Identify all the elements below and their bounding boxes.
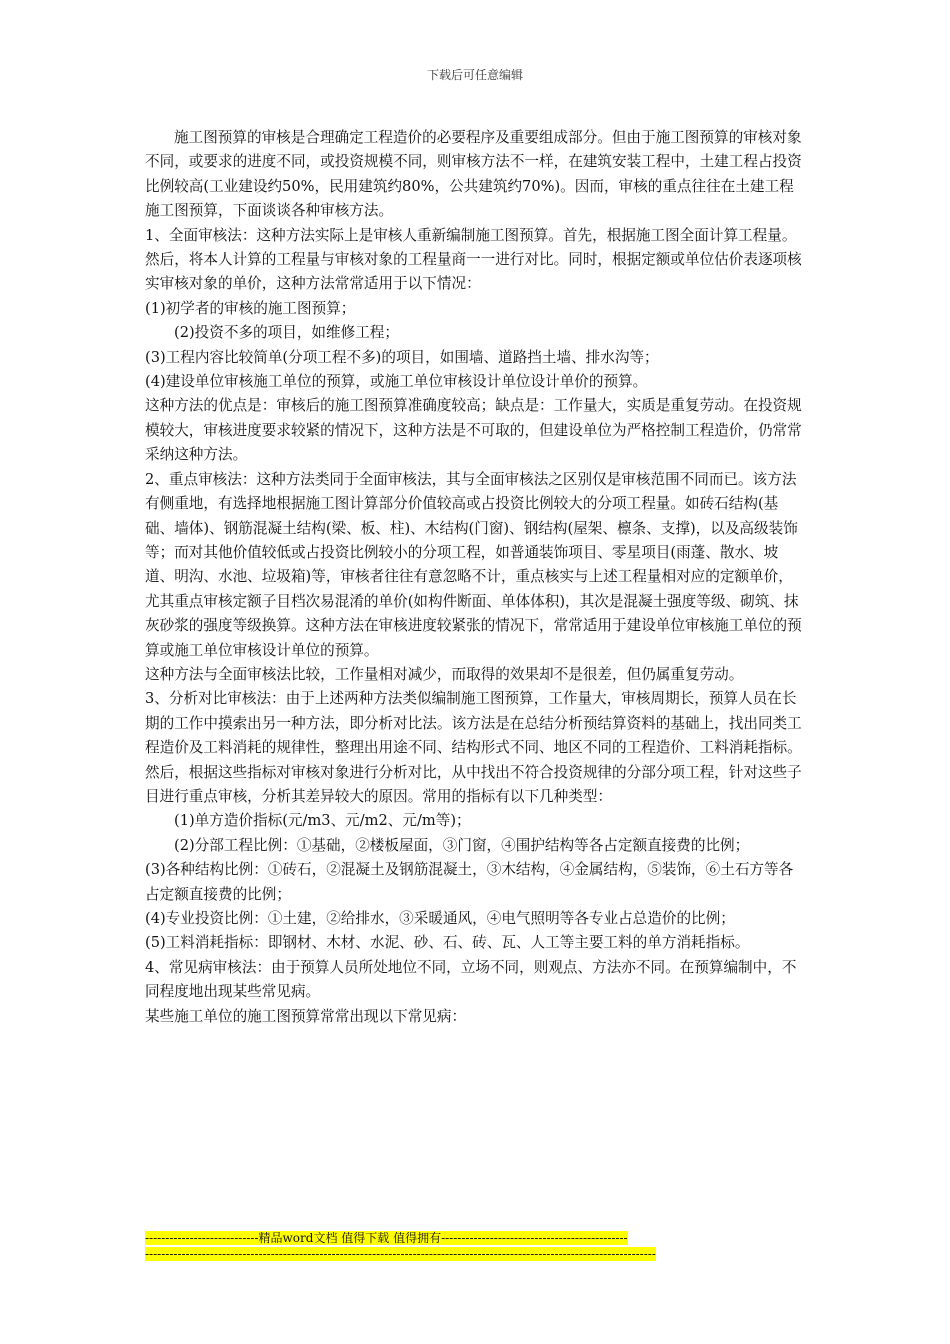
method-1-item-4: (4)建设单位审核施工单位的预算，或施工单位审核设计单位设计单价的预算。 <box>145 373 648 391</box>
method-3-item-3: (3)各种结构比例：①砖石，②混凝土及钢筋混凝土，③木结构，④金属结构，⑤装饰，⑥土石方等各占定额直接费的比例； <box>145 861 794 903</box>
method-4-intro: 某些施工单位的施工图预算常常出现以下常见病： <box>145 1007 467 1025</box>
method-3-item-4: (4)专业投资比例：①土建，②给排水，③采暖通风，④电气照明等各专业占总造价的比例； <box>145 910 735 927</box>
method-1-paragraph: 1、全面审核法：这种方法实际上是审核人重新编制施工图预算。首先，根据施工图全面计算工程量。然后，将本人计算的工程量与审核对象的工程量商一一进行对比。同时，根据定额或单位估价表逐项核实审核对象的单价，这种方法常常适用于以下情况： <box>145 226 802 293</box>
footer-line-2: ------------------------------------------------------------------------------------------------------------------------------ <box>145 1247 656 1261</box>
method-3-item-5: (5)工料消耗指标：即钢材、木材、水泥、砂、石、砖、瓦、人工等主要工料的单方消耗指标。 <box>145 934 750 952</box>
method-3-paragraph: 3、分析对比审核法：由于上述两种方法类似编制施工图预算，工作量大，审核周期长，预算人员在长期的工作中摸索出另一种方法，即分析对比法。该方法是在总结分析预结算资料的基础上，找出同类工程造价及工料消耗的规律性，整理出用途不同、结构形式不同、地区不同的工程造价、工料消耗指标。然后，根据这些指标对审核对象进行分析对比，从中找出不符合投资规律的分部分项工程，针对这些子目进行重点审核，分析其差异较大的原因。常用的指标有以下几种类型： <box>145 690 802 805</box>
method-1-evaluation: 这种方法的优点是：审核后的施工图预算准确度较高；缺点是：工作量大，实质是重复劳动。在投资规模较大，审核进度要求较紧的情况下，这种方法是不可取的，但建设单位为严格控制工程造价，仍常常采纳这种方法。 <box>145 397 802 464</box>
method-2-evaluation: 这种方法与全面审核法比较，工作量相对减少，而取得的效果却不是很差，但仍属重复劳动。 <box>145 665 744 683</box>
document-body <box>145 126 807 1029</box>
footer-banner <box>145 1230 745 1262</box>
method-1-item-1: (1)初学者的审核的施工图预算； <box>145 299 356 317</box>
method-3-item-2: (2)分部工程比例：①基础，②楼板屋面，③门窗，④围护结构等各占定额直接费的比例； <box>174 836 750 854</box>
page-header: 下载后可任意编辑 <box>426 68 523 82</box>
method-1-item-3: (3)工程内容比较简单(分项工程不多)的项目，如围墙、道路挡土墙、排水沟等； <box>145 348 659 366</box>
footer-line-1: ----------------------------精品word文档 值得下载 值得拥有---------------------------------------------- <box>145 1231 628 1245</box>
method-4-paragraph: 4、常见病审核法：由于预算人员所处地位不同，立场不同，则观点、方法亦不同。在预算编制中，不同程度地出现某些常见病。 <box>145 958 797 1001</box>
method-1-item-2: (2)投资不多的项目，如维修工程； <box>174 324 399 342</box>
method-2-paragraph: 2、重点审核法：这种方法类同于全面审核法，其与全面审核法之区别仅是审核范围不同而已。该方法有侧重地，有选择地根据施工图计算部分价值较高或占投资比例较大的分项工程量。如砖石结构(基础、墙体)、钢筋混凝土结构(梁、板、柱)、木结构(门窗)、钢结构(屋架、檩条、支撑)，以及高级装饰等；而对其他价值较低或占投资比例较小的分项工程，如普通装饰项目、零星项目(雨蓬、散水、坡道、明沟、水池、垃圾箱)等，审核者往往有意忽略不计，重点核实与上述工程量相对应的定额单价，尤其重点审核定额子目档次易混淆的单价(如构件断面、单体体积)，其次是混凝土强度等级、砌筑、抹灰砂浆的强度等级换算。这种方法在审核进度较紧张的情况下，常常适用于建设单位审核施工单位的预算或施工单位审核设计单位的预算。 <box>145 470 802 659</box>
method-3-item-1: (1)单方造价指标(元/m3、元/m2、元/m等)； <box>174 812 471 830</box>
intro-paragraph: 施工图预算的审核是合理确定工程造价的必要程序及重要组成部分。但由于施工图预算的审核对象不同，或要求的进度不同，或投资规模不同，则审核方法不一样，在建筑安装工程中，土建工程占投资比例较高(工业建设约50%，民用建筑约80%，公共建筑约70%)。因而，审核的重点往往在土建工程施工图预算，下面谈谈各种审核方法。 <box>145 129 802 220</box>
